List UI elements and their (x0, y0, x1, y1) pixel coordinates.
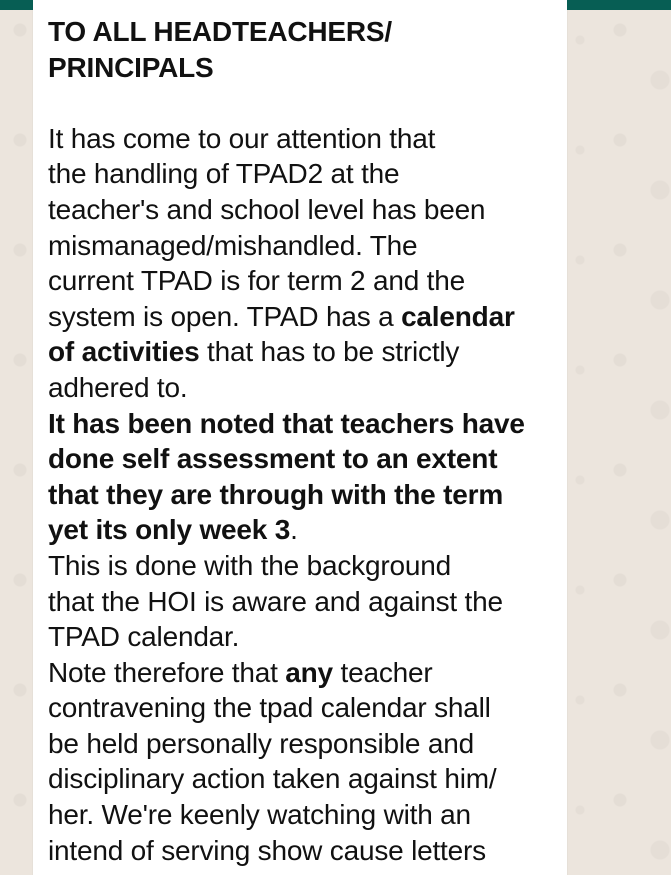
bold-text: calendar (401, 300, 515, 332)
message-bubble[interactable] (33, 0, 567, 875)
message-line (48, 512, 558, 548)
message-line (48, 477, 558, 513)
text-segment: her. We're keenly watching with an (48, 799, 471, 831)
bold-text: of activities (48, 336, 200, 368)
message-line (48, 797, 558, 833)
bold-text: yet its only week 3 (48, 514, 291, 546)
bold-text: that they are through with the term (48, 478, 504, 510)
message-line (48, 50, 558, 86)
text-segment: that the HOI is aware and against the (48, 585, 503, 617)
message-line (48, 584, 558, 620)
text-segment: This is done with the background (48, 549, 451, 581)
message-line (48, 619, 558, 655)
message-line (48, 85, 558, 121)
message-line (48, 833, 558, 869)
message-line (48, 228, 558, 264)
text-segment: adhered to. (48, 371, 188, 403)
message-line (48, 761, 558, 797)
text-segment: be held personally responsible and (48, 727, 474, 759)
text-segment: mismanaged/mishandled. The (48, 229, 418, 261)
message-line (48, 441, 558, 477)
bold-text: done self assessment to an extent (48, 443, 498, 475)
text-segment: . (290, 514, 298, 546)
text-segment: Note therefore that (48, 656, 286, 688)
text-segment: It has come to our attention that (48, 122, 436, 154)
text-segment: current TPAD is for term 2 and the (48, 265, 466, 297)
message-line (48, 14, 558, 50)
message-line (48, 156, 558, 192)
message-line (48, 121, 558, 157)
message-line (48, 263, 558, 299)
message-line (48, 406, 558, 442)
text-segment: teacher's and school level has been (48, 193, 486, 225)
text-segment: teacher (332, 656, 433, 688)
bold-text: TO ALL HEADTEACHERS/ (48, 16, 392, 47)
message-line (48, 690, 558, 726)
text-segment: contravening the tpad calendar shall (48, 692, 491, 724)
bold-text: any (285, 656, 333, 688)
text-segment: the handling of TPAD2 at the (48, 158, 400, 190)
bold-text: It has been noted that teachers have (48, 407, 525, 439)
message-line (48, 370, 558, 406)
text-segment: disciplinary action taken against him/ (48, 763, 497, 795)
message-line (48, 192, 558, 228)
message-line (48, 334, 558, 370)
text-segment: TPAD calendar. (48, 621, 240, 653)
message-line (48, 299, 558, 335)
text-segment: that has to be strictly (199, 336, 460, 368)
bold-text: PRINCIPALS (48, 51, 214, 83)
text-segment: system is open. TPAD has a (48, 300, 402, 332)
message-line (48, 548, 558, 584)
text-segment: intend of serving show cause letters (48, 834, 486, 866)
message-text (48, 14, 558, 868)
message-line (48, 726, 558, 762)
message-line (48, 655, 558, 691)
